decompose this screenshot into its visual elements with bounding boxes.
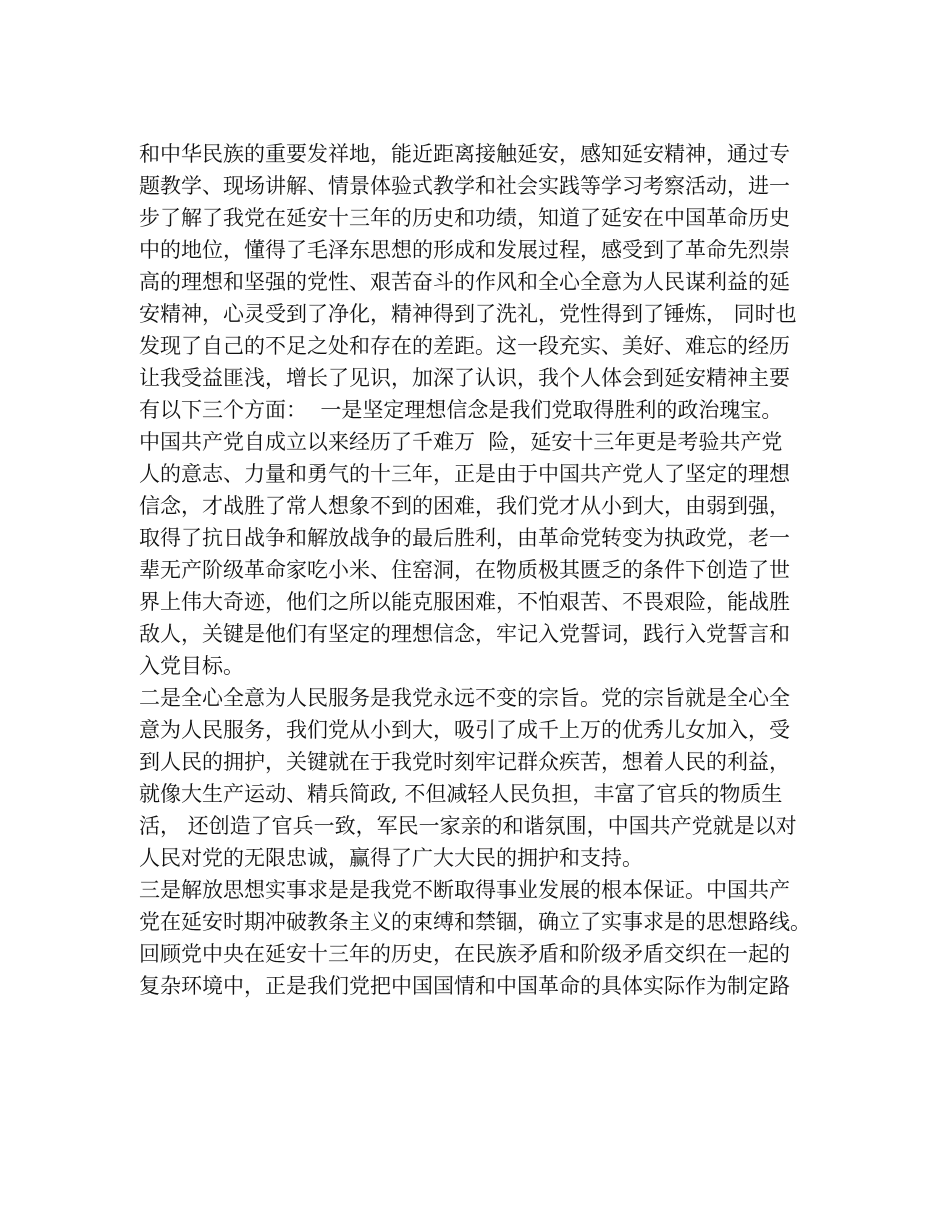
text-line: 意为人民服务，我们党从小到大，吸引了成千上万的优秀儿女加入，受 xyxy=(139,718,790,742)
text-line: 有以下三个方面： 一是坚定理想信念是我们党取得胜利的政治瑰宝。 xyxy=(139,398,783,422)
text-line: 三是解放思想实事求是是我党不断取得事业发展的根本保证。中国共产 xyxy=(139,878,790,902)
text-line: 敌人，关键是他们有坚定的理想信念，牢记入党誓词，践行入党誓言和 xyxy=(139,622,790,646)
text-line: 和中华民族的重要发祥地，能近距离接触延安，感知延安精神，通过专 xyxy=(139,142,790,166)
text-line: 题教学、现场讲解、情景体验式教学和社会实践等学习考察活动，进一 xyxy=(139,174,790,198)
text-line: 回顾党中央在延安十三年的历史，在民族矛盾和阶级矛盾交织在一起的 xyxy=(139,942,790,966)
text-line: 就像大生产运动、精兵简政, 不但减轻人民负担，丰富了官兵的物质生 xyxy=(139,782,783,806)
text-line: 活， 还创造了官兵一致，军民一家亲的和谐氛围，中国共产党就是以对 xyxy=(139,814,797,838)
text-line: 中国共产党自成立以来经历了千难万 险，延安十三年更是考验共产党 xyxy=(139,430,783,454)
text-line: 人的意志、力量和勇气的十三年，正是由于中国共产党人了坚定的理想 xyxy=(139,462,790,486)
text-line: 党在延安时期冲破教条主义的束缚和禁锢，确立了实事求是的思想路线。 xyxy=(139,910,811,934)
text-line: 界上伟大奇迹，他们之所以能克服困难，不怕艰苦、不畏艰险，能战胜 xyxy=(139,590,790,614)
text-line: 取得了抗日战争和解放战争的最后胜利，由革命党转变为执政党，老一 xyxy=(139,526,790,550)
body-text xyxy=(139,138,839,1002)
text-line: 二是全心全意为人民服务是我党永远不变的宗旨。党的宗旨就是全心全 xyxy=(139,686,790,710)
text-line: 入党目标。 xyxy=(139,654,244,678)
text-line: 复杂环境中，正是我们党把中国国情和中国革命的具体实际作为制定路 xyxy=(139,974,790,998)
text-line: 步了解了我党在延安十三年的历史和功绩，知道了延安在中国革命历史 xyxy=(139,206,790,230)
text-line: 发现了自己的不足之处和存在的差距。这一段充实、美好、难忘的经历 xyxy=(139,334,790,358)
text-line: 人民对党的无限忠诚，赢得了广大大民的拥护和支持。 xyxy=(139,846,643,870)
text-line: 信念，才战胜了常人想象不到的困难，我们党才从小到大，由弱到强， xyxy=(139,494,790,518)
text-line: 高的理想和坚强的党性、艰苦奋斗的作风和全心全意为人民谋利益的延 xyxy=(139,270,790,294)
text-line: 中的地位，懂得了毛泽东思想的形成和发展过程，感受到了革命先烈崇 xyxy=(139,238,790,262)
text-line: 辈无产阶级革命家吃小米、住窑洞，在物质极其匮乏的条件下创造了世 xyxy=(139,558,790,582)
text-line: 让我受益匪浅，增长了见识，加深了认识，我个人体会到延安精神主要 xyxy=(139,366,790,390)
text-line: 安精神，心灵受到了净化，精神得到了洗礼，党性得到了锤炼， 同时也 xyxy=(139,302,797,326)
text-line: 到人民的拥护，关键就在于我党时刻牢记群众疾苦，想着人民的利益， xyxy=(139,750,790,774)
